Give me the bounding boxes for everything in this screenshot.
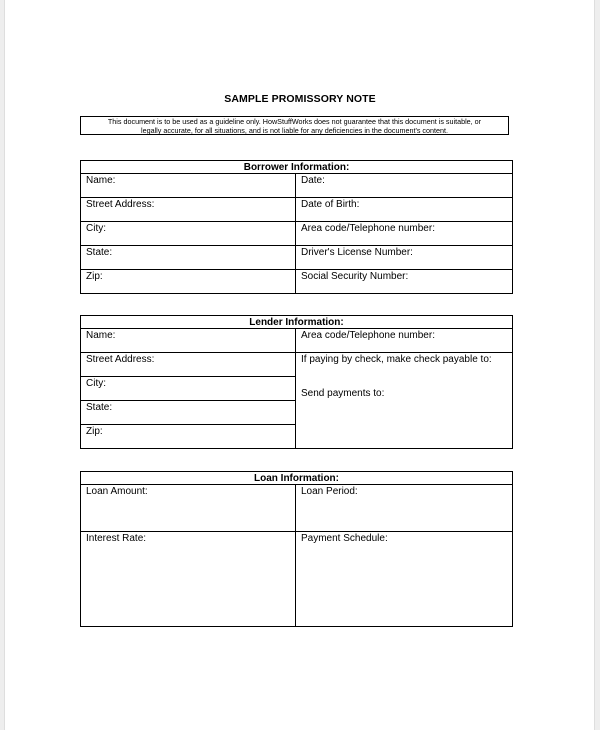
borrower-header: Borrower Information: [81,161,513,174]
interest-rate-field[interactable]: Interest Rate: [81,532,296,627]
loan-amount-field[interactable]: Loan Amount: [81,485,296,532]
borrower-ssn-field[interactable]: Social Security Number: [296,270,513,294]
lender-state-field[interactable]: State: [81,401,296,425]
lender-name-field[interactable]: Name: [81,329,296,353]
lender-street-field[interactable]: Street Address: [81,353,296,377]
borrower-license-field[interactable]: Driver's License Number: [296,246,513,270]
lender-header: Lender Information: [81,316,513,329]
borrower-name-field[interactable]: Name: [81,174,296,198]
loan-header: Loan Information: [81,472,513,485]
lender-information-table [80,315,513,449]
lender-phone-field[interactable]: Area code/Telephone number: [296,329,513,353]
borrower-date-field[interactable]: Date: [296,174,513,198]
send-payments-label: Send payments to: [301,388,385,399]
borrower-state-field[interactable]: State: [81,246,296,270]
lender-zip-field[interactable]: Zip: [81,425,296,449]
disclaimer-line-1: This document is to be used as a guideline only. HowStuffWorks does not guarantee that this document is suitable, or [107,117,482,126]
disclaimer-box [80,116,509,135]
borrower-street-field[interactable]: Street Address: [81,198,296,222]
borrower-zip-field[interactable]: Zip: [81,270,296,294]
page-title: SAMPLE PROMISSORY NOTE [224,93,376,105]
loan-period-field[interactable]: Loan Period: [296,485,513,532]
lender-city-field[interactable]: City: [81,377,296,401]
borrower-phone-field[interactable]: Area code/Telephone number: [296,222,513,246]
lender-payment-instructions[interactable] [296,353,513,449]
borrower-city-field[interactable]: City: [81,222,296,246]
borrower-information-table [80,160,513,294]
check-payable-label: If paying by check, make check payable to: [301,354,492,365]
payment-schedule-field[interactable]: Payment Schedule: [296,532,513,627]
loan-information-table [80,471,513,627]
disclaimer-line-2: legally accurate, for all situations, and is not liable for any deficiencies in the document's content. [140,125,448,135]
borrower-dob-field[interactable]: Date of Birth: [296,198,513,222]
